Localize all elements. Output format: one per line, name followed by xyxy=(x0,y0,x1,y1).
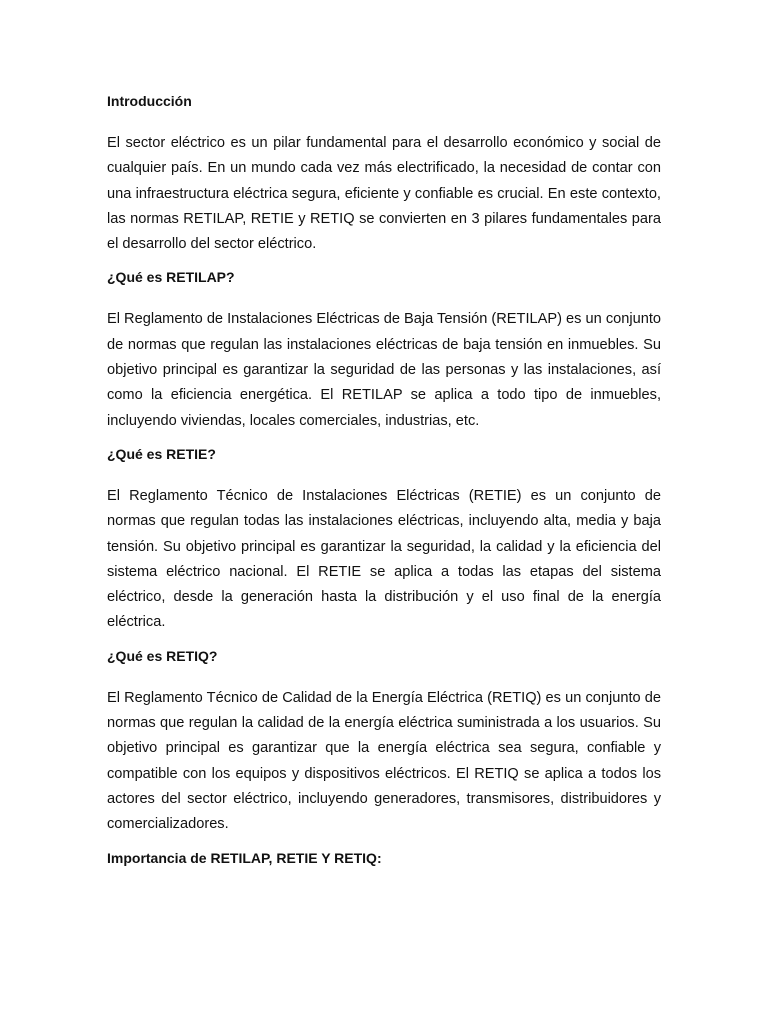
document-page xyxy=(107,89,661,871)
paragraph-retilap: El Reglamento de Instalaciones Eléctricas de Baja Tensión (RETILAP) es un conjunto de normas que regulan las instalaciones eléctricas de baja tensión en inmuebles. Su objetivo principal es garantizar la seguridad de las personas y las instalaciones, así como la eficiencia energética. El RETILAP se aplica a todo tipo de inmuebles, incluyendo viviendas, locales comerciales, industrias, etc. xyxy=(107,311,661,429)
section-heading-retiq: ¿Qué es RETIQ? xyxy=(107,647,218,664)
paragraph-introduccion: El sector eléctrico es un pilar fundamental para el desarrollo económico y social de cualquier país. En un mundo cada vez más electrificado, la necesidad de contar con una infraestructura eléctrica segura, eficiente y confiable es crucial. En este contexto, las normas RETILAP, RETIE y RETIQ se convierten en 3 pilares fundamentales para el desarrollo del sector eléctrico. xyxy=(107,135,661,253)
paragraph-retie: El Reglamento Técnico de Instalaciones Eléctricas (RETIE) es un conjunto de normas que regulan todas las instalaciones eléctricas, incluyendo alta, media y baja tensión. Su objetivo principal es garantizar la seguridad, la calidad y la eficiencia del sistema eléctrico nacional. El RETIE se aplica a todas las etapas del sistema eléctrico, desde la generación hasta la distribución y el uso final de la energía eléctrica. xyxy=(107,487,661,631)
section-heading-introduccion: Introducción xyxy=(107,93,192,109)
section-heading-retie: ¿Qué es RETIE? xyxy=(107,445,216,462)
paragraph-retiq: El Reglamento Técnico de Calidad de la Energía Eléctrica (RETIQ) es un conjunto de normas que regulan la calidad de la energía eléctrica suministrada a los usuarios. Su objetivo principal es garantizar que la energía eléctrica sea segura, confiable y compatible con los equipos y dispositivos eléctricos. El RETIQ se aplica a todos los actores del sector eléctrico, incluyendo generadores, transmisores, distribuidores y comercializadores. xyxy=(107,689,661,833)
section-heading-importancia: Importancia de RETILAP, RETIE Y RETIQ: xyxy=(107,849,382,866)
section-heading-retilap: ¿Qué es RETILAP? xyxy=(107,269,235,286)
